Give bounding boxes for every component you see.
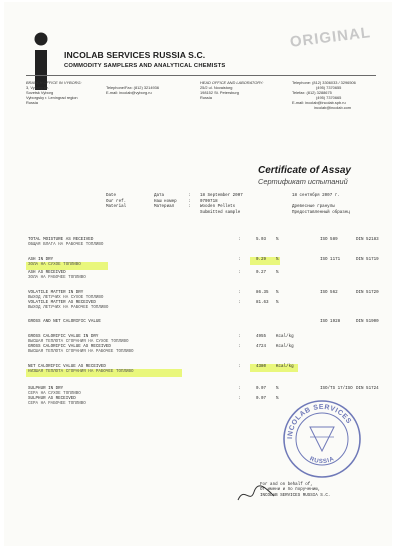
result-label: GROSS CALORIFIC VALUE IN DRY xyxy=(28,335,99,339)
result-value: 86.35 xyxy=(256,291,269,295)
contact-phones xyxy=(292,80,356,111)
result-value: 4955 xyxy=(256,335,267,339)
result-label: NET CALORIFIC VALUE AS RECEIVED xyxy=(28,365,106,369)
result-label: TOTAL MOISTURE AS RECEIVED xyxy=(28,238,94,242)
result-value: 4724 xyxy=(256,345,267,349)
result-separator: : xyxy=(238,301,241,305)
result-unit: % xyxy=(276,387,279,391)
branch-line: 3, Vyborg str. xyxy=(26,85,49,91)
ref-label-ru: Наш номер xyxy=(154,199,177,204)
result-unit: % xyxy=(276,397,279,401)
email-line: E-mail: incolab@incolab.spb.ru xyxy=(292,100,346,106)
branch-contacts xyxy=(106,85,159,95)
result-label: GROSS AND NET CALORIFIC VALUE xyxy=(28,320,101,324)
result-separator: : xyxy=(238,271,241,275)
meta-separators: : : : xyxy=(188,194,191,210)
result-method: ISO 1171 xyxy=(320,258,341,262)
signoff-company: INCOLAB SERVICES RUSSIA S.C. xyxy=(260,493,331,498)
signoff-ru: От имени и по поручению, xyxy=(260,488,321,493)
certificate-page xyxy=(4,2,392,546)
original-stamp: ORIGINAL xyxy=(289,24,372,51)
result-unit: Kcal/kg xyxy=(276,365,294,369)
result-label-ru: ОБЩАЯ ВЛАГА НА РАБОЧЕЕ ТОПЛИВО xyxy=(28,243,104,247)
material-label: Material xyxy=(106,205,127,210)
ref-label: Our ref. xyxy=(106,199,127,204)
result-value: 0.07 xyxy=(256,397,267,401)
result-unit: % xyxy=(276,271,279,275)
result-unit: % xyxy=(276,291,279,295)
ref-value: 0709718 xyxy=(200,199,218,204)
company-name: INCOLAB SERVICES RUSSIA S.C. xyxy=(64,50,206,60)
result-unit: % xyxy=(276,301,279,305)
result-value: 0.07 xyxy=(256,387,267,391)
submitted-sample-ru: Предоставленный образец xyxy=(292,210,350,215)
material-value: Wooden Pellets xyxy=(200,205,236,210)
material-value-ru: Древесные гранулы xyxy=(292,205,335,210)
result-label: VOLATILE MATTER AS RECEIVED xyxy=(28,301,96,305)
result-label-ru: ВЫСШАЯ ТЕПЛОТА СГОРАНИЯ НА РАБОЧЕЕ ТОПЛИВО xyxy=(28,350,134,354)
meta-values xyxy=(200,194,243,216)
result-label-ru: НИЗШАЯ ТЕПЛОТА СГОРАНИЯ НА РАБОЧЕЕ ТОПЛИВО xyxy=(28,370,134,374)
result-label: VOLATILE MATTER IN DRY xyxy=(28,291,84,295)
result-value: 0.29 xyxy=(256,258,267,262)
result-unit: Kcal/kg xyxy=(276,335,294,339)
company-seal xyxy=(280,397,364,481)
head-office-label: HEAD OFFICE AND LABORATORY: xyxy=(200,80,264,85)
branch-email: E-mail: incolab@vyborg.ru xyxy=(106,90,152,96)
branch-office-label: BRANCH OFFICE IN VYBORG: xyxy=(26,80,82,85)
result-method-din: DIN 51719 xyxy=(356,258,379,262)
result-label: SULPHUR AS RECEIVED xyxy=(28,397,76,401)
phone-line: (495) 7370655 xyxy=(316,85,342,91)
phone-line: Telefax: (812) 3288675 xyxy=(292,90,332,96)
branch-line: Vyborgsky r. Leningrad region xyxy=(26,95,78,101)
result-label-ru: ЗОЛА НА РАБОЧЕЕ ТОПЛИВО xyxy=(28,276,86,280)
result-label-ru: ВЫСШАЯ ТЕПЛОТА СГОРАНИЯ НА СУХОЕ ТОПЛИВО xyxy=(28,340,129,344)
result-method: ISO 1928 xyxy=(320,320,341,324)
result-separator: : xyxy=(238,397,241,401)
result-label: ASH AS RECEIVED xyxy=(28,271,66,275)
result-label-ru: ЗОЛА НА СУХОЕ ТОПЛИВО xyxy=(28,263,81,267)
result-unit: Kcal/kg xyxy=(276,345,294,349)
certificate-title-ru: Сертификат испытаний xyxy=(258,177,348,186)
result-value: 5.03 xyxy=(256,238,267,242)
phone-line: (495) 7370665 xyxy=(316,95,342,101)
result-label-ru: ВЫХОД ЛЕТУЧИХ НА РАБОЧЕЕ ТОПЛИВО xyxy=(28,306,109,310)
signoff-en: For and on behalf of, xyxy=(260,483,313,487)
result-separator: : xyxy=(238,258,241,262)
head-office xyxy=(200,80,263,100)
result-label-ru: ВЫХОД ЛЕТУЧИХ НА СУХОЕ ТОПЛИВО xyxy=(28,296,104,300)
date-value: 18 September 2007 xyxy=(200,194,243,198)
submitted-sample: Submitted sample xyxy=(200,210,241,215)
meta-values-ru xyxy=(292,194,362,216)
certificate-title: Certificate of Assay xyxy=(258,165,351,176)
meta-labels-ru xyxy=(154,194,177,211)
result-method: ISO 562 xyxy=(320,291,338,295)
material-label-ru: Материал xyxy=(154,205,175,210)
result-separator: : xyxy=(238,365,241,369)
svg-text:INCOLAB SERVICES: INCOLAB SERVICES xyxy=(286,403,353,440)
company-tagline: COMMODITY SAMPLERS AND ANALYTICAL CHEMISTS xyxy=(64,63,226,69)
result-label-ru: СЕРА НА РАБОЧЕЕ ТОПЛИВО xyxy=(28,402,86,406)
result-method-din: DIN 51900 xyxy=(356,320,379,324)
result-unit: % xyxy=(276,258,279,262)
result-method-din: DIN 51720 xyxy=(356,291,379,295)
date-label-ru: Дата xyxy=(154,194,165,198)
result-separator: : xyxy=(238,387,241,391)
result-label: SULPHUR IN DRY xyxy=(28,387,64,391)
result-value: 81.63 xyxy=(256,301,269,305)
result-method-din: DIN 52183 xyxy=(356,238,379,242)
branch-line: Sovetsk Vyborg xyxy=(26,90,54,96)
head-line: 25/2 ul. Novaistorg xyxy=(200,85,233,91)
result-separator: : xyxy=(238,291,241,295)
result-method: ISO/TS 17/ISO xyxy=(320,387,353,391)
result-label: GROSS CALORIFIC VALUE AS RECEIVED xyxy=(28,345,111,349)
result-method-din: DIN 51724 xyxy=(356,387,379,391)
result-separator: : xyxy=(238,345,241,349)
result-unit: % xyxy=(276,238,279,242)
date-label: Date xyxy=(106,194,117,198)
result-value: 0.27 xyxy=(256,271,267,275)
meta-labels xyxy=(106,194,126,211)
result-label: ASH IN DRY xyxy=(28,258,54,262)
email-line: incolab@incolab.com xyxy=(314,105,352,111)
date-value-ru: 18 сентября 2007 г. xyxy=(292,194,340,198)
result-label-ru: СЕРА НА СУХОЕ ТОПЛИВО xyxy=(28,392,81,396)
result-separator: : xyxy=(238,238,241,242)
svg-text:RUSSIA: RUSSIA xyxy=(308,456,336,466)
branch-line: Russia xyxy=(26,100,38,106)
branch-phone: Telephone/Fax: (812) 3214936 xyxy=(106,85,159,90)
phone-line: Telephone: (812) 3306033 / 3296506 xyxy=(292,80,356,85)
header-divider xyxy=(26,75,376,76)
result-separator: : xyxy=(238,335,241,339)
footer-signoff xyxy=(260,483,330,499)
head-line: 198152 St. Petersburg xyxy=(200,90,239,96)
head-line: Russia xyxy=(200,95,212,101)
result-method: ISO 589 xyxy=(320,238,338,242)
result-value: 4380 xyxy=(256,365,267,369)
